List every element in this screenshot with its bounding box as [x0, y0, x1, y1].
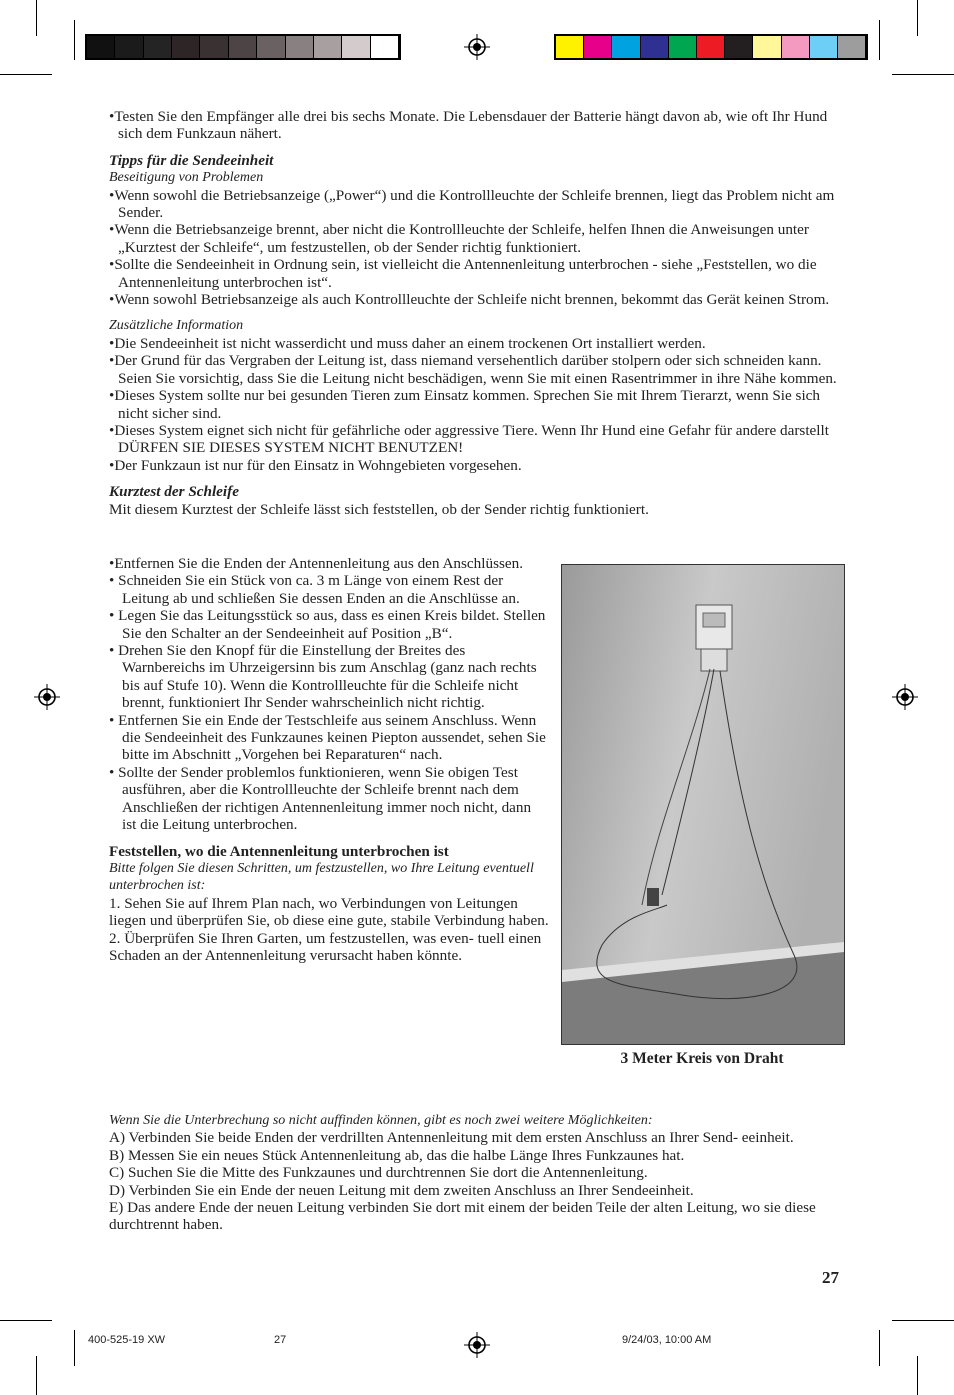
crop-mark: [892, 1320, 954, 1321]
extra-heading: Zusätzliche Information: [109, 318, 244, 334]
process-color-bar: [554, 34, 868, 60]
color-swatch: [612, 36, 640, 58]
color-swatch: [87, 36, 115, 58]
registration-mark-icon: [464, 1332, 490, 1358]
break-subheading: Bitte folgen Sie diesen Schritten, um festzustellen, wo Ihre Leitung eventuell unterbrochen ist:: [109, 860, 534, 894]
list-item: • Sollte der Sender problemlos funktionieren, wenn Sie obigen Test ausführen, aber die Kontrollleuchte der Schleife brennt nach dem Anschließen der richtigen Antennenleitung immer noch nicht, dann ist die Leitung unterbrochen.: [109, 763, 532, 834]
color-swatch: [200, 36, 228, 58]
list-item: •Wenn sowohl Betriebsanzeige als auch Kontrollleuchte der Schleife nicht brennen, bekommt das Gerät keinen Strom.: [109, 291, 830, 309]
list-item: C) Suchen Sie die Mitte des Funkzaunes und durchtrennen Sie dort die Antennenleitung.: [109, 1164, 648, 1182]
color-swatch: [697, 36, 725, 58]
page-number: 27: [822, 1268, 839, 1287]
list-item: A) Verbinden Sie beide Enden der verdrillten Antennenleitung mit dem ersten Anschluss an Ihrer Send- eeinheit.: [109, 1129, 794, 1147]
color-swatch: [172, 36, 200, 58]
list-item: • Schneiden Sie ein Stück von ca. 3 m Länge von einem Rest der Leitung ab und schließen Sie dessen Enden an die Anschlüsse an.: [109, 572, 520, 607]
color-swatch: [556, 36, 584, 58]
color-swatch: [584, 36, 612, 58]
list-item: B) Messen Sie ein neues Stück Antennenleitung ab, das die halbe Länge Ihres Funkzaunes hat.: [109, 1146, 685, 1164]
list-item: •Die Sendeeinheit ist nicht wasserdicht und muss daher an einem trockenen Ort installiert werden.: [109, 334, 706, 352]
list-item: •Entfernen Sie die Enden der Antennenleitung aus den Anschlüssen.: [109, 555, 524, 572]
list-item: 2. Überprüfen Sie Ihren Garten, um festzustellen, was even- tuell einen Schaden an der Antennenleitung verursacht haben könnte.: [109, 929, 542, 964]
color-swatch: [115, 36, 143, 58]
kurztest-intro: Mit diesem Kurztest der Schleife lässt sich feststellen, ob der Sender richtig funktioniert.: [109, 500, 649, 518]
photo-caption: 3 Meter Kreis von Draht: [620, 1050, 784, 1067]
list-item: •Wenn die Betriebsanzeige brennt, aber nicht die Kontrollleuchte der Schleife, helfen Ihnen die Anweisungen unter „Kurztest der Schleife“, um festzustellen, ob der Sender richtig funktioniert.: [109, 221, 809, 256]
top-text-block: [109, 108, 844, 518]
color-swatch: [725, 36, 753, 58]
slug-job: 400-525-19 XW: [88, 1334, 166, 1346]
crop-mark: [879, 20, 880, 60]
list-item: • Entfernen Sie ein Ende der Testschleife aus seinem Anschluss. Wenn die Sendeeinheit des Funkzaunes keinen Piepton aussendet, sehen Sie bitte im Abschnitt „Vorgehen bei Reparaturen“ nach.: [109, 711, 546, 764]
list-item: •Dieses System sollte nur bei gesunden Tieren zum Einsatz kommen. Sprechen Sie mit Ihrem Tierarzt, wenn Sie sich nicht sicher sind.: [109, 387, 821, 422]
list-item: •Der Grund für das Vergraben der Leitung ist, dass niemand versehentlich darüber stolpern oder sich schneiden kann. Seien Sie vorsichtig, dass Sie die Leitung nicht beschädigen, wenn Sie mit einen Rasentrimmer in ihre Nähe kommen.: [109, 352, 837, 387]
gray-color-bar: [85, 34, 401, 60]
registration-mark-icon: [34, 684, 60, 710]
wire-loop-photo: [561, 564, 845, 1045]
tips-subheading: Beseitigung von Problemen: [109, 170, 264, 186]
color-swatch: [342, 36, 370, 58]
color-swatch: [314, 36, 342, 58]
registration-mark-icon: [464, 34, 490, 60]
crop-mark: [892, 74, 954, 75]
color-swatch: [257, 36, 285, 58]
slug-page: 27: [274, 1334, 287, 1346]
color-swatch: [641, 36, 669, 58]
color-swatch: [838, 36, 866, 58]
list-item: •Dieses System eignet sich nicht für gefährliche oder aggressive Tiere. Wenn Ihr Hund eine Gefahr für andere darstellt DÜRFEN SIE DIESES SYSTEM NICHT BENUTZEN!: [109, 421, 829, 457]
list-item: •Der Funkzaun ist nur für den Einsatz in Wohngebieten vorgesehen.: [109, 456, 522, 474]
list-item: • Legen Sie das Leitungsstück so aus, dass es einen Kreis bildet. Stellen Sie den Schalter an der Sendeeinheit auf Position „B“.: [109, 607, 546, 642]
left-column: [109, 555, 549, 964]
slug-date: 9/24/03, 10:00 AM: [622, 1334, 712, 1346]
intro-bullet: •Testen Sie den Empfänger alle drei bis sechs Monate. Die Lebensdauer der Batterie hängt davon ab, wie oft Ihr Hund sich dem Funkzaun nähert.: [109, 108, 828, 143]
color-swatch: [144, 36, 172, 58]
color-swatch: [229, 36, 257, 58]
crop-mark: [879, 1330, 880, 1366]
crop-mark: [0, 74, 52, 75]
crop-mark: [917, 1356, 918, 1395]
color-swatch: [782, 36, 810, 58]
color-swatch: [753, 36, 781, 58]
crop-mark: [917, 0, 918, 36]
tips-heading: Tipps für die Sendeeinheit: [109, 151, 274, 169]
more-intro: Wenn Sie die Unterbrechung so nicht auffinden können, gibt es noch zwei weitere Möglichkeiten:: [109, 1113, 653, 1128]
list-item: D) Verbinden Sie ein Ende der neuen Leitung mit dem zweiten Anschluss an Ihrer Sendeeinheit.: [109, 1181, 694, 1199]
crop-mark: [74, 1330, 75, 1366]
color-swatch: [810, 36, 838, 58]
list-item: 1. Sehen Sie auf Ihrem Plan nach, wo Verbindungen von Leitungen liegen und überprüfen Sie, ob diese eine gute, stabile Verbindung haben.: [109, 894, 549, 930]
color-swatch: [669, 36, 697, 58]
crop-mark: [0, 1320, 52, 1321]
list-item: • Drehen Sie den Knopf für die Einstellung der Breites des Warnbereichs im Uhrzeigersinn bis zum Anschlag (ganz nach rechts bis auf Stufe 10). Wenn die Kontrollleuchte für die Schleife nicht brennt, funktioniert Ihr Sender wahrscheinlich nicht richtig.: [109, 642, 537, 712]
color-swatch: [371, 36, 399, 58]
kurztest-heading: Kurztest der Schleife: [109, 483, 239, 501]
crop-mark: [74, 20, 75, 60]
list-item: •Sollte die Sendeeinheit in Ordnung sein, ist vielleicht die Antennenleitung unterbrochen - siehe „Feststellen, wo die Antennenleitung unterbrochen ist“.: [109, 256, 817, 291]
crop-mark: [36, 1356, 37, 1395]
bottom-text-block: [109, 1112, 844, 1234]
crop-mark: [36, 0, 37, 36]
list-item: •Wenn sowohl die Betriebsanzeige („Power“) und die Kontrollleuchte der Schleife brennen, liegt das Problem nicht am Sender.: [109, 186, 835, 222]
break-heading: Feststellen, wo die Antennenleitung unterbrochen ist: [109, 842, 449, 860]
list-item: E) Das andere Ende der neuen Leitung verbinden Sie dort mit einem der beiden Teile der alten Leitung, wo sie diese durchtrennt haben.: [109, 1199, 816, 1234]
color-swatch: [286, 36, 314, 58]
registration-mark-icon: [892, 684, 918, 710]
